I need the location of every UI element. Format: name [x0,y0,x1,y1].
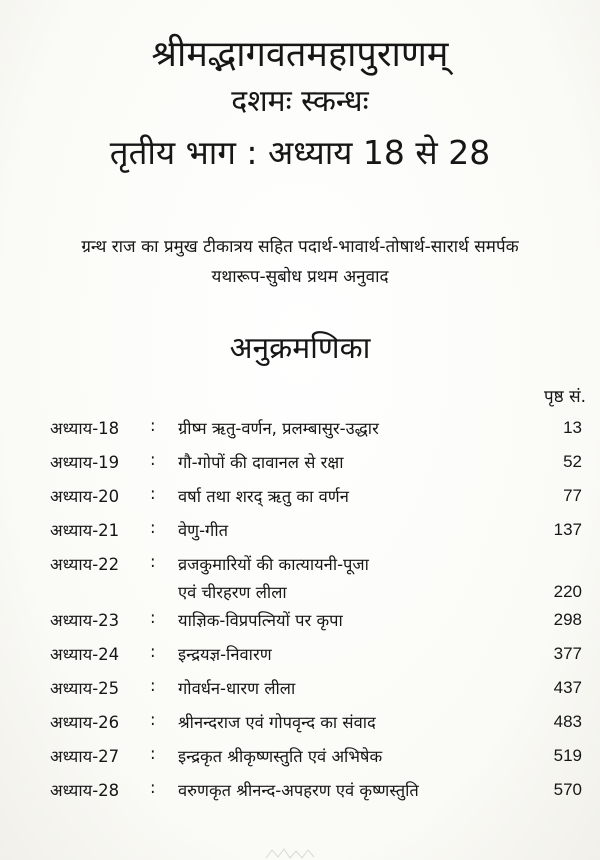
chapter-number: अध्याय-27 [50,747,120,766]
toc-row[interactable] [0,478,600,512]
chapter-number: अध्याय-24 [50,645,120,664]
separator: : [150,642,156,661]
page-number: 298 [553,610,582,629]
toc-row[interactable] [0,410,600,444]
description-line-1: ग्रन्थ राज का प्रमुख टीकात्रय सहित पदार्थ-भावार्थ-तोषार्थ-सारार्थ समर्पक [81,237,519,257]
page-number: 483 [553,712,582,731]
chapter-title: श्रीनन्दराज एवं गोपवृन्द का संवाद [178,713,376,732]
chapter-title: गौ-गोपों की दावानल से रक्षा [178,453,344,472]
chapter-title: व्रजकुमारियों की कात्यायनी-पूजा [178,555,369,574]
page-number: 377 [553,644,582,663]
page-number-column-header: पृष्ठ सं. [544,387,586,407]
chapter-title: वर्षा तथा शरद् ऋतु का वर्णन [178,487,349,506]
description [20,232,580,292]
chapter-number: अध्याय-25 [50,679,120,698]
chapter-number: अध्याय-26 [50,713,120,732]
separator: : [150,710,156,729]
chapter-title: गोवर्धन-धारण लीला [178,679,296,698]
chapter-number: अध्याय-20 [50,487,120,506]
volume-title: तृतीय भाग : अध्याय 18 से 28 [109,132,491,172]
table-of-contents [0,410,600,806]
chapter-number: अध्याय-23 [50,611,120,630]
canto-title: दशमः स्कन्धः [231,84,369,120]
book-title: श्रीमद्भागवतमहापुराणम् [151,34,449,75]
page-number: 519 [553,746,582,765]
toc-row[interactable] [0,636,600,670]
toc-row[interactable] [0,670,600,704]
separator: : [150,778,156,797]
chapter-title-continuation: एवं चीरहरण लीला [178,583,287,602]
separator: : [150,676,156,695]
separator: : [150,484,156,503]
description-line-2: यथारूप-सुबोध प्रथम अनुवाद [211,267,389,287]
chapter-number: अध्याय-22 [50,555,120,574]
toc-row[interactable] [0,444,600,478]
chapter-title: याज्ञिक-विप्रपत्नियों पर कृपा [178,611,343,630]
separator: : [150,450,156,469]
chapter-title: वेणु-गीत [178,521,229,540]
separator: : [150,518,156,537]
chapter-title: इन्द्रकृत श्रीकृष्णस्तुति एवं अभिषेक [178,747,383,766]
chapter-title: ग्रीष्म ऋतु-वर्णन, प्रलम्बासुर-उद्धार [178,419,379,438]
paper-mark [262,846,322,860]
toc-row[interactable] [0,704,600,738]
toc-row[interactable] [0,546,600,602]
title-block [0,34,600,172]
toc-row[interactable] [0,602,600,636]
page-number: 437 [553,678,582,697]
chapter-title: वरुणकृत श्रीनन्द-अपहरण एवं कृष्णस्तुति [178,781,419,800]
separator: : [150,744,156,763]
page-number: 77 [563,486,582,505]
separator: : [150,416,156,435]
chapter-number: अध्याय-21 [50,521,120,540]
page-number: 52 [563,452,582,471]
toc-row[interactable] [0,772,600,806]
toc-row[interactable] [0,738,600,772]
contents-heading: अनुक्रमणिका [229,331,371,366]
page-number: 570 [553,780,582,799]
separator: : [150,552,156,571]
chapter-number: अध्याय-18 [50,419,120,438]
page-number: 220 [553,582,582,601]
chapter-number: अध्याय-28 [50,781,120,800]
page-number: 137 [553,520,582,539]
page-number: 13 [563,418,582,437]
separator: : [150,608,156,627]
toc-row[interactable] [0,512,600,546]
chapter-number: अध्याय-19 [50,453,120,472]
chapter-title: इन्द्रयज्ञ-निवारण [178,645,272,664]
